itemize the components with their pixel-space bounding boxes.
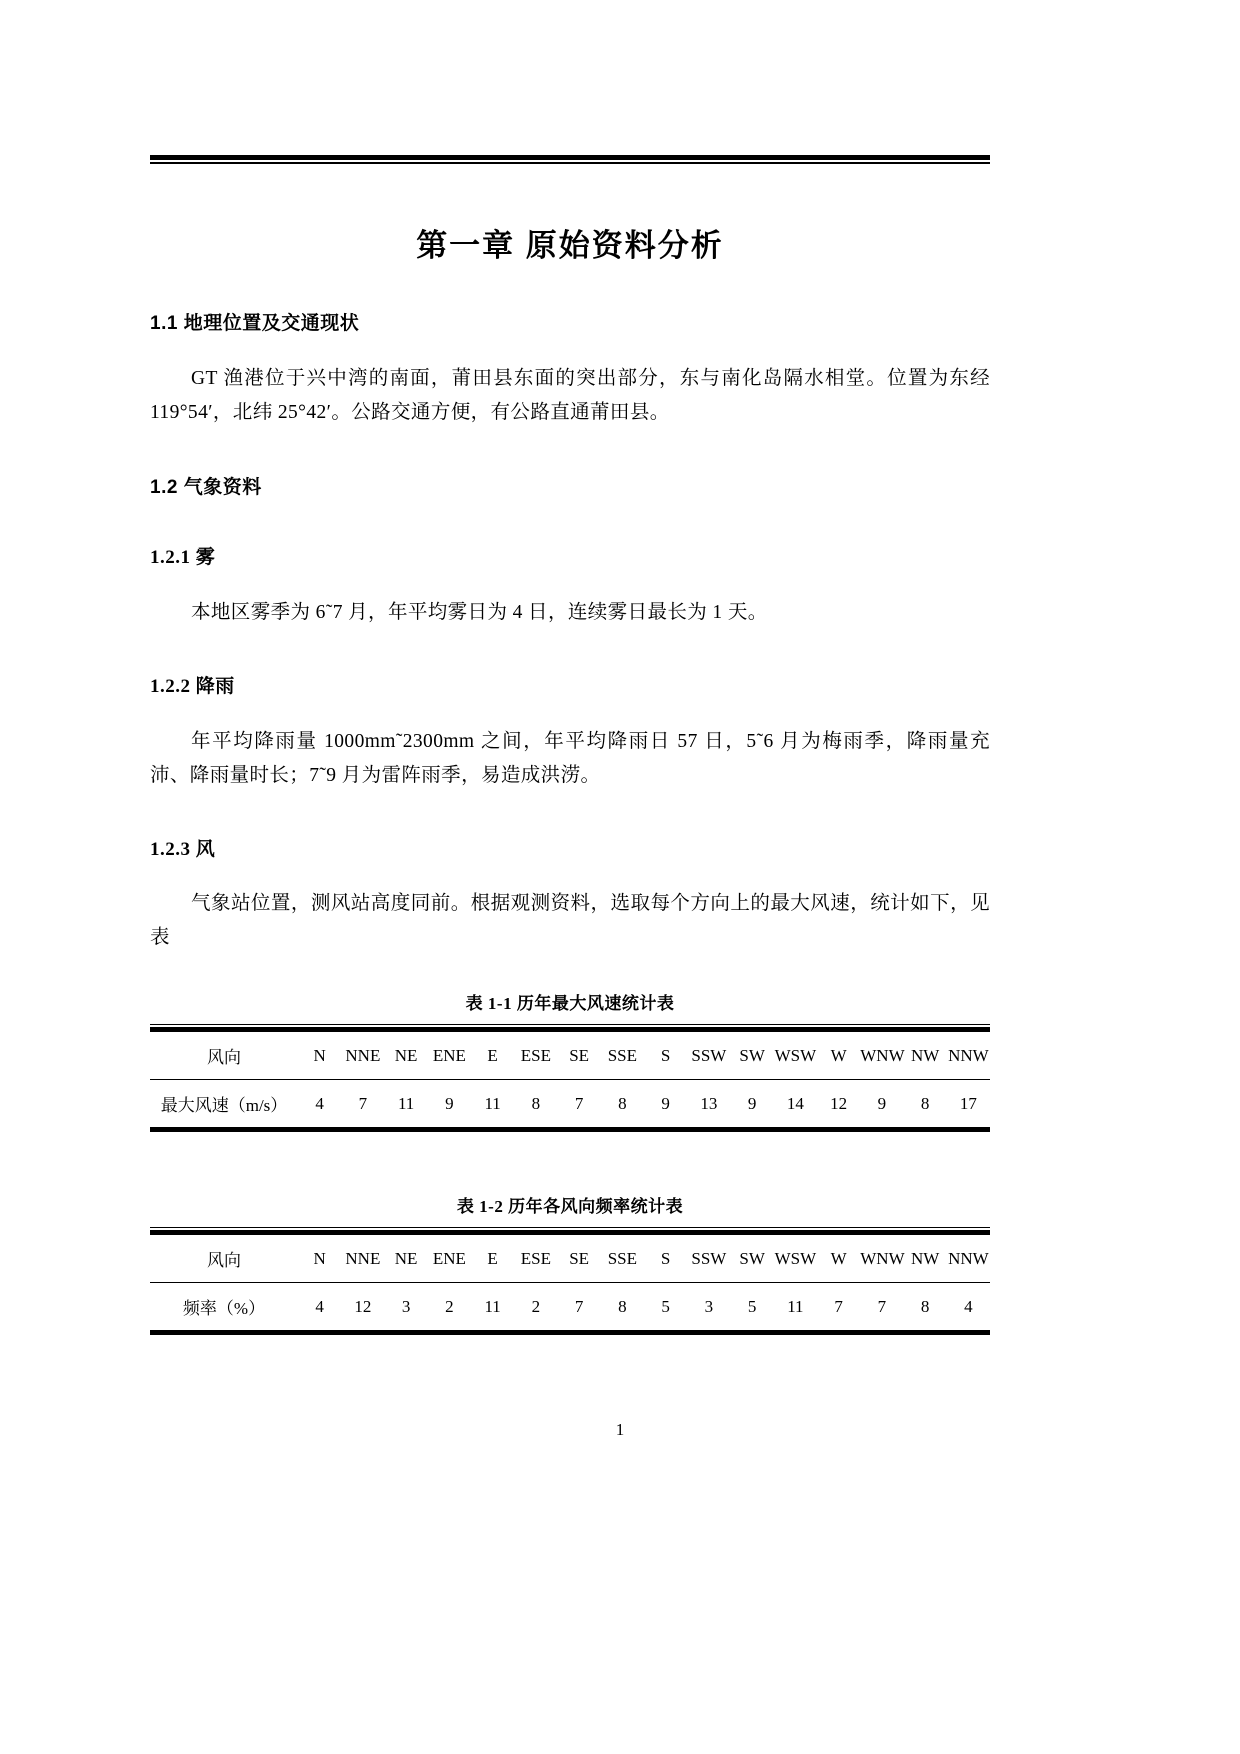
heading-1-2-2: 1.2.2 降雨 — [150, 676, 235, 698]
direction-header: SE — [558, 1233, 601, 1283]
chapter-title: 第一章 原始资料分析 — [416, 228, 724, 263]
table-1-2-header-row — [150, 1233, 990, 1283]
direction-header: N — [298, 1030, 341, 1080]
direction-value: 3 — [687, 1283, 730, 1333]
direction-header: NE — [385, 1233, 428, 1283]
direction-value: 8 — [601, 1080, 644, 1130]
direction-header: S — [644, 1233, 687, 1283]
table-1-2-data-row — [150, 1283, 990, 1333]
direction-value: 4 — [298, 1080, 341, 1130]
header-double-rule — [150, 155, 990, 164]
direction-header: SE — [558, 1030, 601, 1080]
direction-header: N — [298, 1233, 341, 1283]
direction-value: 11 — [471, 1283, 514, 1333]
direction-header: NNW — [947, 1233, 990, 1283]
direction-header: NNE — [341, 1030, 384, 1080]
direction-value: 12 — [341, 1283, 384, 1333]
direction-value: 8 — [904, 1283, 947, 1333]
direction-header: NNE — [341, 1233, 384, 1283]
direction-value: 14 — [774, 1080, 817, 1130]
direction-header: SSW — [687, 1030, 730, 1080]
direction-value: 7 — [860, 1283, 903, 1333]
table-1-1-body — [150, 1030, 990, 1130]
heading-1-2: 1.2 气象资料 — [150, 476, 262, 498]
direction-header: NNW — [947, 1030, 990, 1080]
direction-header: ESE — [514, 1030, 557, 1080]
direction-header: E — [471, 1233, 514, 1283]
direction-header: SW — [731, 1030, 774, 1080]
direction-header: NW — [904, 1233, 947, 1283]
paragraph-1-2-2: 年平均降雨量 1000mm˜2300mm 之间，年平均降雨日 57 日，5˜6 月为梅雨季，降雨量充沛、降雨量时长；7˜9 月为雷阵雨季，易造成洪涝。 — [150, 730, 990, 786]
direction-value: 8 — [904, 1080, 947, 1130]
direction-header: ENE — [428, 1030, 471, 1080]
direction-value: 8 — [601, 1283, 644, 1333]
table-1-2-row-label-header: 风向 — [150, 1233, 298, 1283]
table-1-1-row-label: 最大风速（m/s） — [150, 1080, 298, 1130]
direction-value: 17 — [947, 1080, 990, 1130]
direction-value: 7 — [558, 1080, 601, 1130]
direction-header: SSE — [601, 1030, 644, 1080]
direction-value: 2 — [514, 1283, 557, 1333]
paragraph-1-2-3: 气象站位置，测风站高度同前。根据观测资料，选取每个方向上的最大风速，统计如下，见表 — [150, 893, 990, 949]
paragraph-1-2-1: 本地区雾季为 6˜7 月，年平均雾日为 4 日，连续雾日最长为 1 天。 — [191, 602, 768, 624]
table-1-2-body — [150, 1233, 990, 1333]
direction-header: SSW — [687, 1233, 730, 1283]
table-1-2 — [150, 1230, 990, 1335]
heading-1-1: 1.1 地理位置及交通现状 — [150, 313, 360, 335]
direction-header: WSW — [774, 1233, 817, 1283]
direction-header: NW — [904, 1030, 947, 1080]
direction-value: 9 — [428, 1080, 471, 1130]
direction-value: 11 — [385, 1080, 428, 1130]
header-rule-thin — [150, 162, 990, 164]
table-1-2-row-label: 频率（%） — [150, 1283, 298, 1333]
direction-value: 13 — [687, 1080, 730, 1130]
direction-header: E — [471, 1030, 514, 1080]
page-number: 1 — [615, 1420, 625, 1439]
table-1-1-header-row — [150, 1030, 990, 1080]
direction-value: 7 — [817, 1283, 860, 1333]
heading-1-2-3: 1.2.3 风 — [150, 838, 216, 860]
table-1-1-top-rule — [150, 1024, 990, 1025]
direction-value: 11 — [774, 1283, 817, 1333]
direction-header: W — [817, 1030, 860, 1080]
table-1-2-caption: 表 1-2 历年各风向频率统计表 — [456, 1197, 684, 1217]
direction-header: ENE — [428, 1233, 471, 1283]
direction-value: 9 — [644, 1080, 687, 1130]
direction-value: 4 — [298, 1283, 341, 1333]
direction-value: 4 — [947, 1283, 990, 1333]
table-1-2-block — [150, 1192, 990, 1335]
direction-header: WNW — [860, 1233, 903, 1283]
direction-value: 5 — [644, 1283, 687, 1333]
table-1-1-data-row — [150, 1080, 990, 1130]
direction-header: SSE — [601, 1233, 644, 1283]
direction-header: ESE — [514, 1233, 557, 1283]
direction-header: WNW — [860, 1030, 903, 1080]
direction-header: NE — [385, 1030, 428, 1080]
paragraph-1-1: GT 渔港位于兴中湾的南面，莆田县东面的突出部分，东与南化岛隔水相堂。位置为东经 119°54′，北纬 25°42′。公路交通方便，有公路直通莆田县。 — [150, 367, 990, 423]
direction-header: S — [644, 1030, 687, 1080]
direction-value: 5 — [731, 1283, 774, 1333]
direction-value: 7 — [341, 1080, 384, 1130]
table-1-2-top-rule — [150, 1227, 990, 1228]
direction-value: 8 — [514, 1080, 557, 1130]
direction-value: 2 — [428, 1283, 471, 1333]
table-1-1-row-label-header: 风向 — [150, 1030, 298, 1080]
direction-value: 7 — [558, 1283, 601, 1333]
table-1-1 — [150, 1027, 990, 1132]
heading-1-2-1: 1.2.1 雾 — [150, 547, 216, 569]
direction-value: 3 — [385, 1283, 428, 1333]
direction-value: 11 — [471, 1080, 514, 1130]
table-1-1-block — [150, 989, 990, 1132]
table-1-1-caption: 表 1-1 历年最大风速统计表 — [465, 994, 675, 1014]
direction-header: SW — [731, 1233, 774, 1283]
direction-value: 9 — [731, 1080, 774, 1130]
direction-value: 12 — [817, 1080, 860, 1130]
direction-header: W — [817, 1233, 860, 1283]
direction-value: 9 — [860, 1080, 903, 1130]
direction-header: WSW — [774, 1030, 817, 1080]
page-content — [150, 0, 990, 1335]
